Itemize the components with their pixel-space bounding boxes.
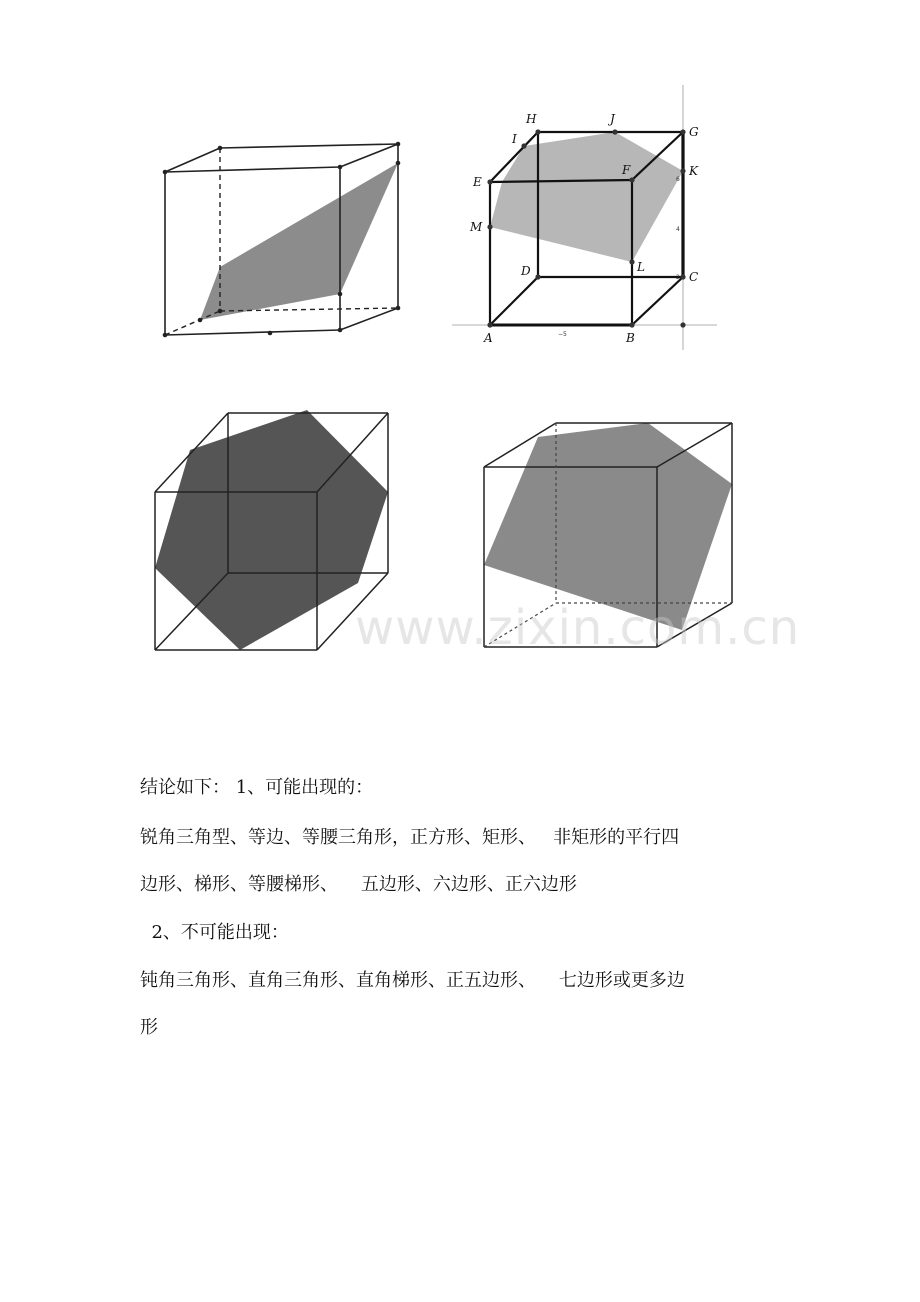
tick-x-neg5: −5 <box>558 331 567 338</box>
label-f: F <box>622 163 631 177</box>
conclusion-heading: 结论如下： 1、可能出现的： <box>140 777 374 798</box>
watermark: www.zixin.com.cn <box>355 600 801 656</box>
label-a: A <box>484 331 493 345</box>
triangle-section <box>200 163 398 320</box>
tick-y6: 6 <box>676 176 680 183</box>
impossible-line-2: 形 <box>140 1017 158 1038</box>
label-d: D <box>521 264 531 278</box>
label-m: M <box>470 220 483 234</box>
cube-triangle-section-figure <box>150 130 420 345</box>
pentagon-section <box>484 423 732 630</box>
label-c: C <box>689 270 699 284</box>
possible-line-1: 锐角三角型、等边、等腰三角形，正方形、矩形、 非矩形的平行四 <box>140 827 680 848</box>
label-e: E <box>473 175 482 189</box>
label-k: K <box>689 164 698 178</box>
tick-y4: 4 <box>676 226 680 233</box>
tick-y2: 2 <box>676 274 680 281</box>
label-i: I <box>512 132 517 146</box>
possible-line-2: 边形、梯形、等腰梯形、 五边形、六边形、正六边形 <box>140 874 577 895</box>
label-j: J <box>610 112 615 126</box>
labeled-cube-figure <box>452 85 717 350</box>
label-l: L <box>637 260 645 274</box>
impossible-line-1: 钝角三角形、直角三角形、直角梯形、正五边形、 七边形或更多边 <box>140 970 685 991</box>
label-b: B <box>626 331 635 345</box>
impossible-heading: 2、不可能出现： <box>140 922 289 943</box>
label-h: H <box>526 112 537 126</box>
label-g: G <box>689 125 699 139</box>
